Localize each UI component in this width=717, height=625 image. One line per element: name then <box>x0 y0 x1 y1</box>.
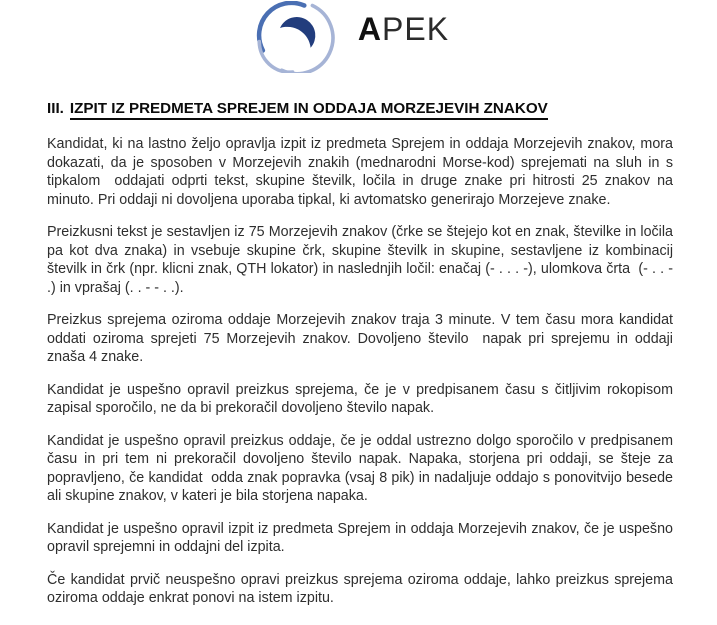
header-logo <box>0 0 709 73</box>
title-section-number: III. <box>47 100 64 117</box>
paragraph-test-duration: Preizkus sprejema oziroma oddaje Morzejevih znakov traja 3 minute. V tem času mora kandidat oddati oziroma sprejeti 75 Morzejevih znakov. Dovoljeno število napak pri sprejemu in oddaji znaša 4 znake. <box>47 312 673 365</box>
brand-wordmark <box>358 13 449 45</box>
paragraph-candidate-requirements: Kandidat, ki na lastno željo opravlja izpit iz predmeta Sprejem in oddaja Morzejevih znakov, mora dokazati, da je sposoben v Morzejevih znakih (mednarodni Morse-kod) sprejemati na sluh in s tipkalom oddajati odprti tekst, skupine številk, ločila in druge znake pri hitrosti 25 znakov na minuto. Pri oddaji ni dovoljena uporaba tipkal, ki avtomatsko generirajo Morzejeve znake. <box>47 136 673 208</box>
paragraph-retry-rule: Če kandidat prvič neuspešno opravi preizkus sprejema oziroma oddaje, lahko preizkus sprejema oziroma oddaje enkrat ponovi na istem izpitu. <box>47 571 673 606</box>
page-title <box>47 99 673 118</box>
title-underlined-text: IZPIT IZ PREDMETA SPREJEM IN ODDAJA MORZEJEVIH ZNAKOV <box>70 100 548 120</box>
brand-letters-light: PEK <box>382 11 450 47</box>
paragraph-exam-pass-criteria: Kandidat je uspešno opravil izpit iz predmeta Sprejem in oddaja Morzejevih znakov, če je uspešno opravil sprejemni in oddajni del izpita. <box>47 520 673 555</box>
document-body <box>0 99 717 608</box>
paragraph-test-text-composition: Preizkusni tekst je sestavljen iz 75 Morzejevih znakov (črke se štejejo kot en znak, številke in ločila pa kot dva znaka) in vsebuje skupine črk, skupine številk in skupine, sestavljene iz kombinacij številk in črk (npr. klicni znak, QTH lokator) in naslednjih ločil: enačaj (- . . . -), ulomkova črta (- . . - .) in vprašaj (. . - - . .). <box>47 224 673 296</box>
paragraph-reception-pass-criteria: Kandidat je uspešno opravil preizkus sprejema, če je v predpisanem času s čitljivim rokopisom zapisal sporočilo, ne da bi prekoračil dovoljeno število napak. <box>47 381 673 416</box>
paragraph-transmission-pass-criteria: Kandidat je uspešno opravil preizkus oddaje, če je oddal ustrezno dolgo sporočilo v predpisanem času in pri tem ni prekoračil dovoljeno število napak. Napaka, storjena pri oddaji, se šteje za popravljeno, če kandidat odda znak popravka (vsaj 8 pik) in nadaljuje oddajo s ponovitvijo besede ali skupine znakov, v kateri je bila storjena napaka. <box>47 432 673 504</box>
apek-swirl-logo-icon <box>252 1 344 73</box>
brand-letter-bold: A <box>357 11 383 47</box>
